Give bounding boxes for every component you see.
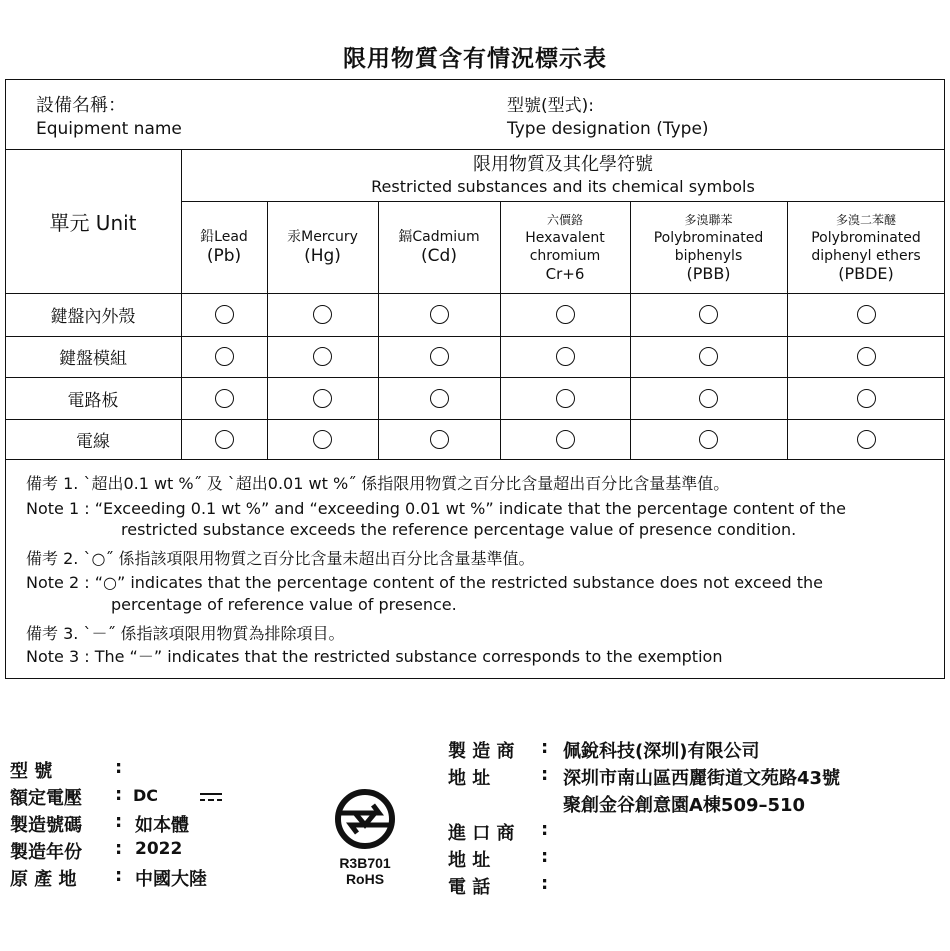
origin-label: 原 產 地 [10,869,77,890]
presence-mark-circle [430,389,449,408]
presence-mark-circle [313,347,332,366]
divider [5,459,945,460]
colon: : [541,873,549,894]
presence-mark-circle [556,389,575,408]
note-1-en: Note 1 : “Exceeding 0.1 wt %” and “exceeding 0.01 wt %” indicate that the percentage content of the [26,499,846,518]
address-label: 地 址 [448,768,491,789]
rohs-text: RoHS [345,871,385,887]
presence-mark-circle [857,305,876,324]
serial-value: 如本體 [135,815,189,836]
note-1-zh: 備考 1. ˋ超出0.1 wt %˝ 及 ˋ超出0.01 wt %˝ 係指限用物質之百分比含量超出百分比含量基準值。 [26,474,730,493]
presence-mark-circle [699,305,718,324]
presence-mark-circle [556,305,575,324]
row-label-housing: 鍵盤內外殼 [50,307,136,327]
colon: : [115,811,123,832]
note-2-en: Note 2 : “○” indicates that the percentage content of the restricted substance does not exceed the [26,573,823,592]
colon: : [115,784,123,805]
page-title: 限用物質含有情況標示表 [343,46,607,72]
column-header-mercury: 汞Mercury (Hg) [287,229,358,266]
presence-mark-circle [699,430,718,449]
colon: : [115,865,123,886]
phone-label: 電 話 [448,877,491,898]
presence-mark-circle [215,305,234,324]
note-3-en: Note 3 : The “－” indicates that the restricted substance corresponds to the exemption [26,647,723,666]
group-header-zh: 限用物質及其化學符號 [473,154,653,175]
presence-mark-circle [430,347,449,366]
presence-mark-circle [215,389,234,408]
dc-symbol-icon [200,792,224,802]
column-header-pbb: 多溴聯苯 Polybrominated biphenyls (PBB) [653,213,764,283]
importer-label: 進 口 商 [448,823,515,844]
presence-mark-circle [556,347,575,366]
colon: : [115,838,123,859]
presence-mark-circle [857,389,876,408]
rating-label: 額定電壓 [10,788,82,809]
origin-value: 中國大陸 [135,869,207,890]
colon: : [541,764,549,785]
presence-mark-circle [313,389,332,408]
group-header-en: Restricted substances and its chemical symbols [371,176,755,196]
serial-label: 製造號碼 [10,815,82,836]
rohs-mark [330,787,400,887]
presence-mark-circle [215,430,234,449]
presence-mark-circle [430,430,449,449]
address-value-2: 聚創金谷創意園A棟509–510 [563,795,806,816]
presence-mark-circle [313,430,332,449]
row-label-cable: 電線 [76,431,110,452]
note-2-zh: 備考 2. ˋ○˝ 係指該項限用物質之百分比含量未超出百分比含量基準值。 [26,549,535,568]
maker-value: 佩銳科技(深圳)有限公司 [563,741,760,762]
presence-mark-circle [699,389,718,408]
row-label-pcb: 電路板 [67,390,119,411]
rating-value: DC [133,786,159,805]
presence-mark-circle [556,430,575,449]
column-header-pbde: 多溴二苯醚 Polybrominated diphenyl ethers (PBDE) [811,213,921,283]
note-2-en-cont: percentage of reference value of presence. [111,595,457,614]
colon: : [115,757,123,778]
model-label: 型 號 [10,761,53,782]
colon: : [541,846,549,867]
rohs-code: R3B701 [339,855,391,871]
note-1-en-cont: restricted substance exceeds the reference percentage value of presence condition. [121,520,797,539]
presence-mark-circle [857,430,876,449]
row-label-module: 鍵盤模組 [59,349,127,369]
maker-label: 製 造 商 [448,741,515,762]
colon: : [541,819,549,840]
equipment-label-en: Equipment name [36,119,182,139]
column-header-cadmium: 鎘Cadmium (Cd) [398,229,480,266]
type-label-en: Type designation (Type) [507,119,709,139]
presence-mark-circle [699,347,718,366]
type-label-zh: 型號(型式): [507,96,594,116]
bsmi-logo-icon [333,787,397,851]
unit-label: 單元 Unit [49,210,137,235]
equipment-label-zh: 設備名稱： [36,95,126,116]
imp-address-label: 地 址 [448,850,491,871]
column-header-lead: 鉛Lead (Pb) [200,229,248,266]
presence-mark-circle [215,347,234,366]
year-value: 2022 [135,839,183,859]
year-label: 製造年份 [10,842,82,863]
colon: : [541,737,549,758]
note-3-zh: 備考 3. ˋ－˝ 係指該項限用物質為排除項目。 [26,624,345,643]
presence-mark-circle [313,305,332,324]
column-header-chromium: 六價鉻 Hexavalent chromium Cr+6 [525,213,605,283]
presence-mark-circle [857,347,876,366]
presence-mark-circle [430,305,449,324]
address-value-1: 深圳市南山區西麗街道文苑路43號 [563,768,841,789]
